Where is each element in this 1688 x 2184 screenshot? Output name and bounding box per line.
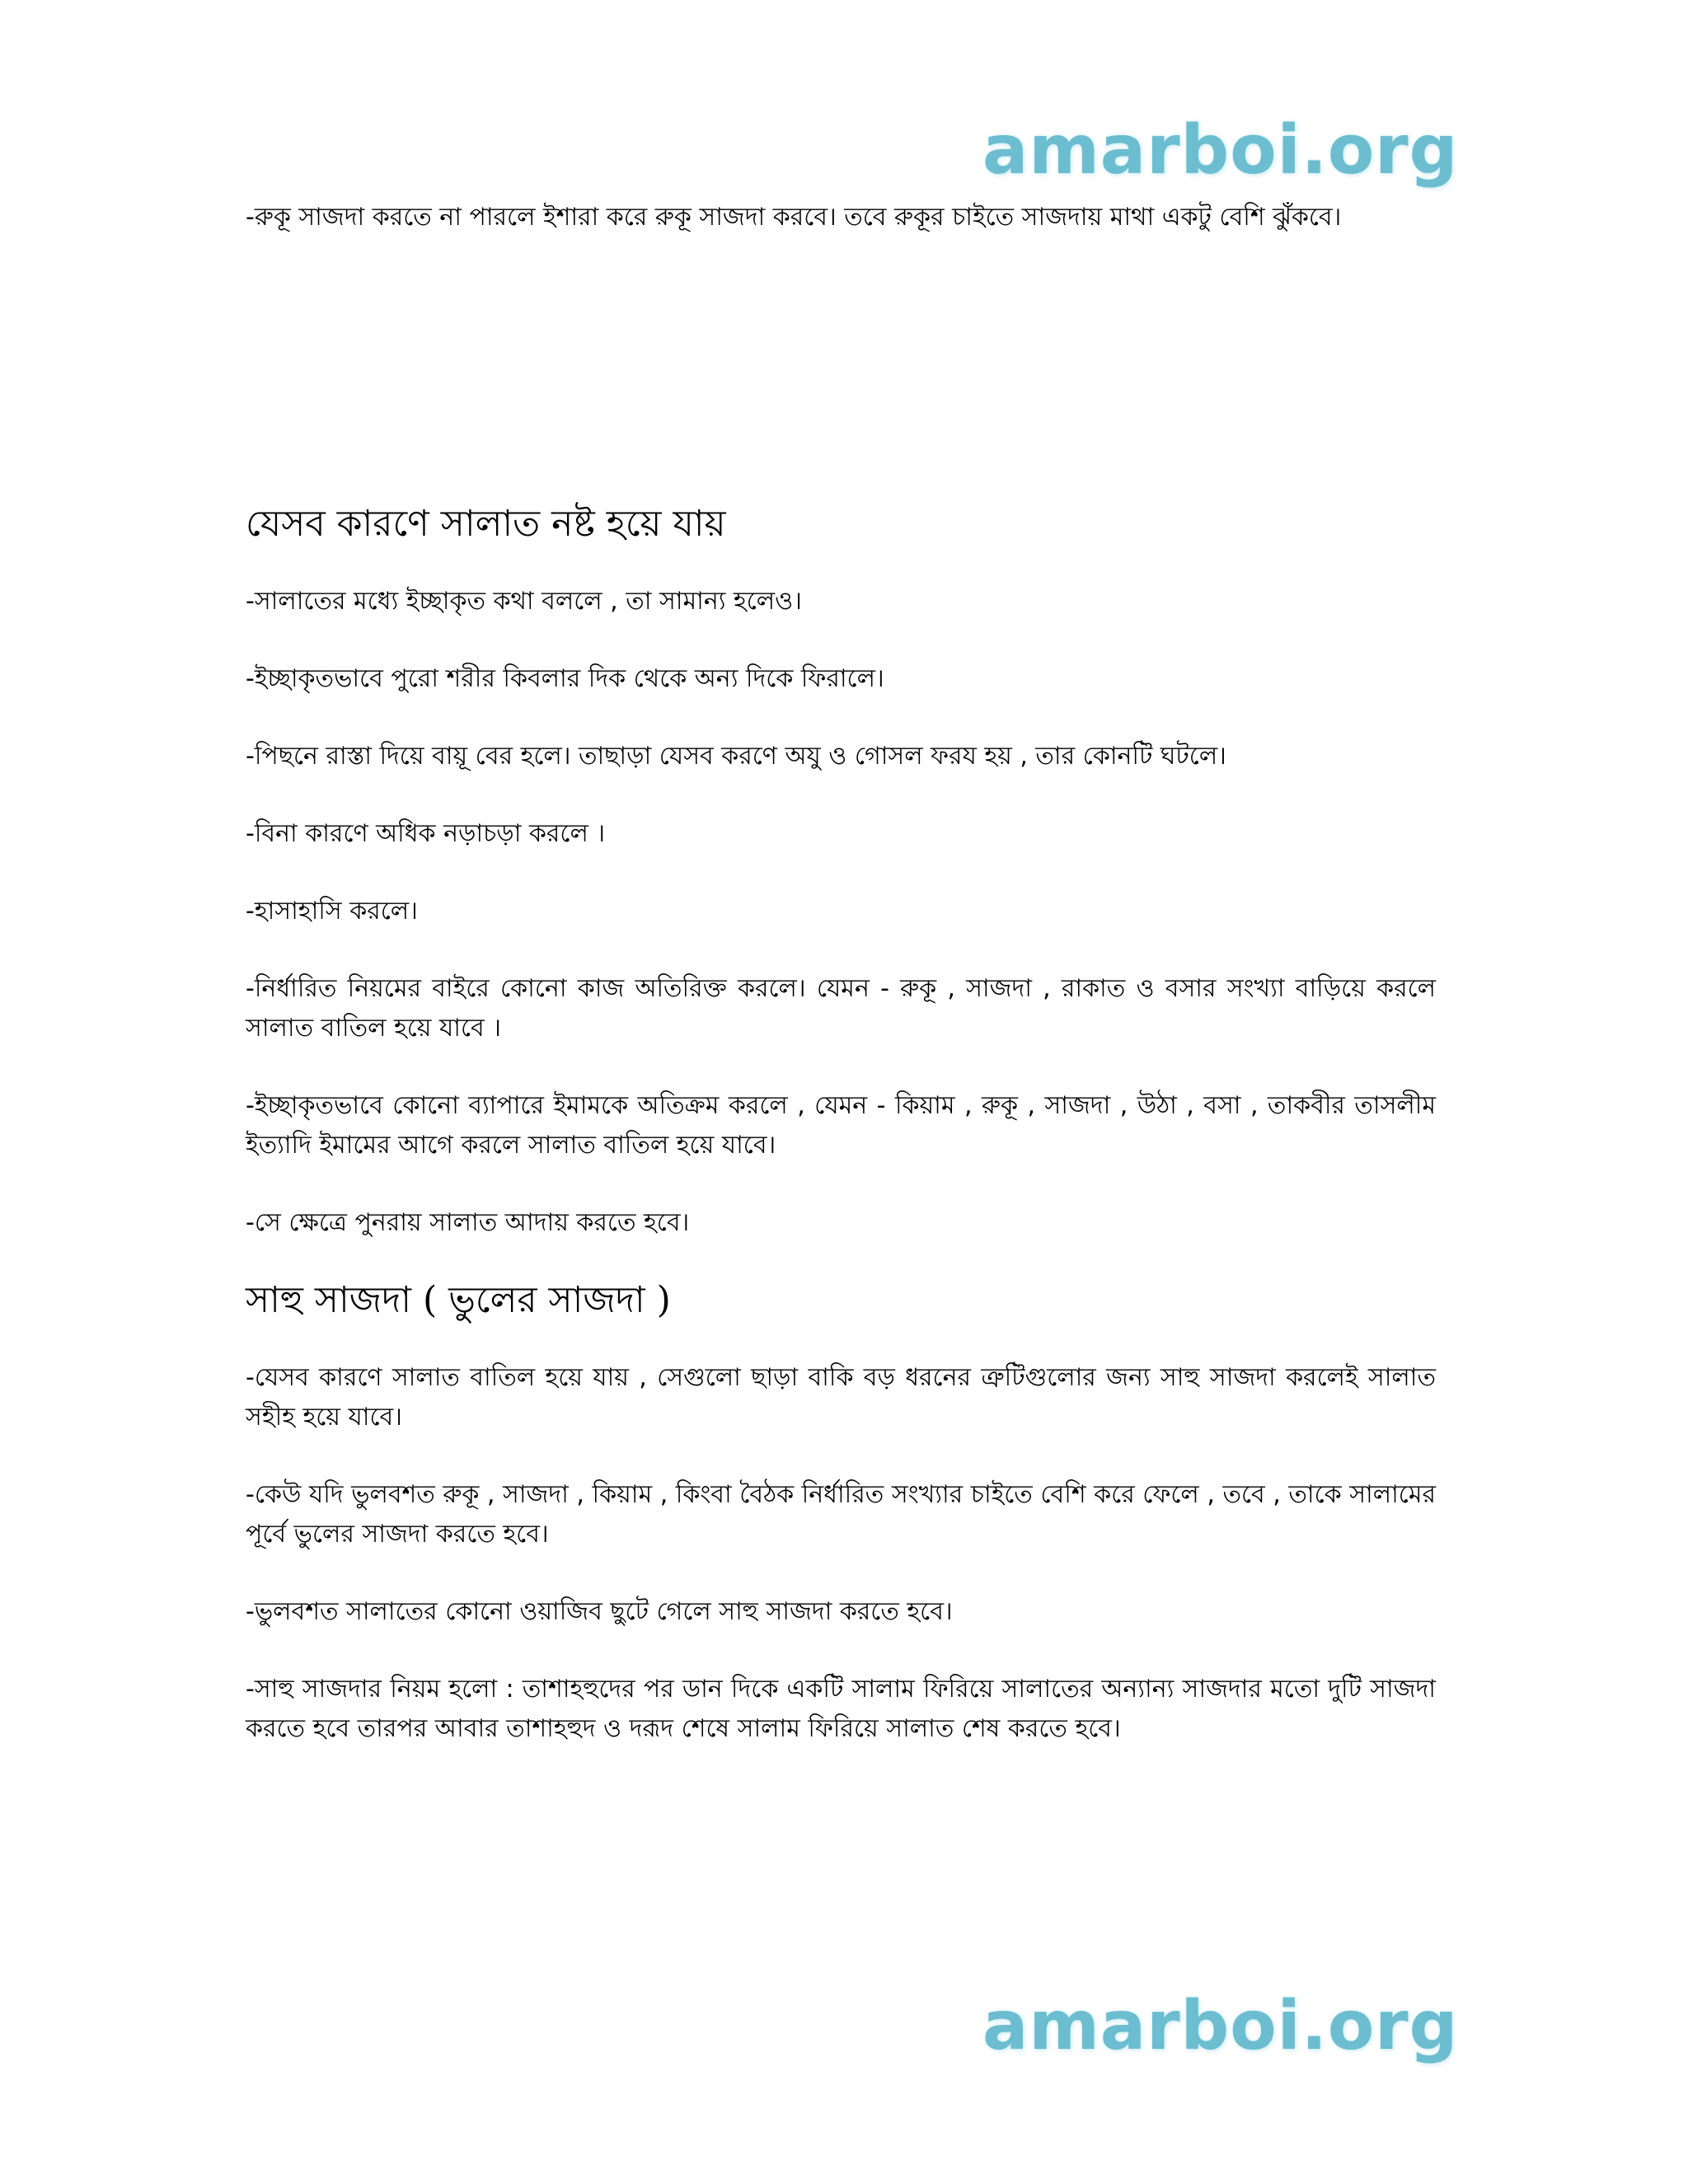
document-content xyxy=(246,198,1436,1749)
paragraph: -পিছনে রাস্তা দিয়ে বায়ূ বের হলে। তাছাড়া যেসব করণে অযু ও গোসল ফরয হয় , তার কোনটি ঘটলে। xyxy=(246,742,1226,771)
section-heading-sahu-sajda: সাহু সাজদা ( ভুলের সাজদা ) xyxy=(246,1279,671,1321)
paragraph: -সে ক্ষেত্রে পুনরায় সালাত আদায় করতে হবে। xyxy=(246,1208,690,1237)
paragraph: -বিনা কারণে অধিক নড়াচড়া করলে । xyxy=(246,819,606,848)
paragraph: -ইচ্ছাকৃতভাবে কোনো ব্যাপারে ইমামকে অতিক্রম করলে , যেমন - কিয়াম , রুকূ , সাজদা , উঠা , বসা , তাকবীর তাসলীম ইত্যাদি ইমামের আগে করলে সালাত বাতিল হয়ে যাবে। xyxy=(246,1091,1436,1160)
watermark-logo-top: amarboi.org xyxy=(982,111,1459,190)
paragraph: -হাসাহাসি করলে। xyxy=(246,897,418,926)
paragraph: -ইচ্ছাকৃতভাবে পুরো শরীর কিবলার দিক থেকে অন্য দিকে ফিরালে। xyxy=(246,664,884,693)
paragraph: -কেউ যদি ভুলবশত রুকূ , সাজদা , কিয়াম , কিংবা বৈঠক নির্ধারিত সংখ্যার চাইতে বেশি করে ফেলে , তবে , তাকে সালামের পূর্বে ভুলের সাজদা করতে হবে। xyxy=(246,1480,1436,1549)
paragraph: -নির্ধারিত নিয়মের বাইরে কোনো কাজ অতিরিক্ত করলে। যেমন - রুকূ , সাজদা , রাকাত ও বসার সংখ্যা বাড়িয়ে করলে সালাত বাতিল হয়ে যাবে । xyxy=(246,974,1436,1043)
section-heading-salat-invalidators: যেসব কারণে সালাত নষ্ট হয়ে যায় xyxy=(246,503,726,545)
intro-paragraph: -রুকূ সাজদা করতে না পারলে ইশারা করে রুকূ সাজদা করবে। তবে রুকূর চাইতে সাজদায় মাথা একটু বেশি ঝুঁকবে। xyxy=(246,203,1342,232)
paragraph: -যেসব কারণে সালাত বাতিল হয়ে যায় , সেগুলো ছাড়া বাকি বড় ধরনের ত্রুটিগুলোর জন্য সাহু সাজদা করলেই সালাত সহীহ হয়ে যাবে। xyxy=(246,1363,1436,1432)
watermark-logo-bottom: amarboi.org xyxy=(982,1987,1459,2065)
paragraph: -সালাতের মধ্যে ইচ্ছাকৃত কথা বললে , তা সামান্য হলেও। xyxy=(246,587,802,616)
paragraph: -সাহু সাজদার নিয়ম হলো : তাশাহহুদের পর ডান দিকে একটি সালাম ফিরিয়ে সালাতের অন্যান্য সাজদার মতো দুটি সাজদা করতে হবে তারপর আবার তাশাহহুদ ও দরূদ শেষে সালাম ফিরিয়ে সালাত শেষ করতে হবে। xyxy=(246,1675,1436,1743)
paragraph: -ভুলবশত সালাতের কোনো ওয়াজিব ছুটে গেলে সাহু সাজদা করতে হবে। xyxy=(246,1597,953,1626)
